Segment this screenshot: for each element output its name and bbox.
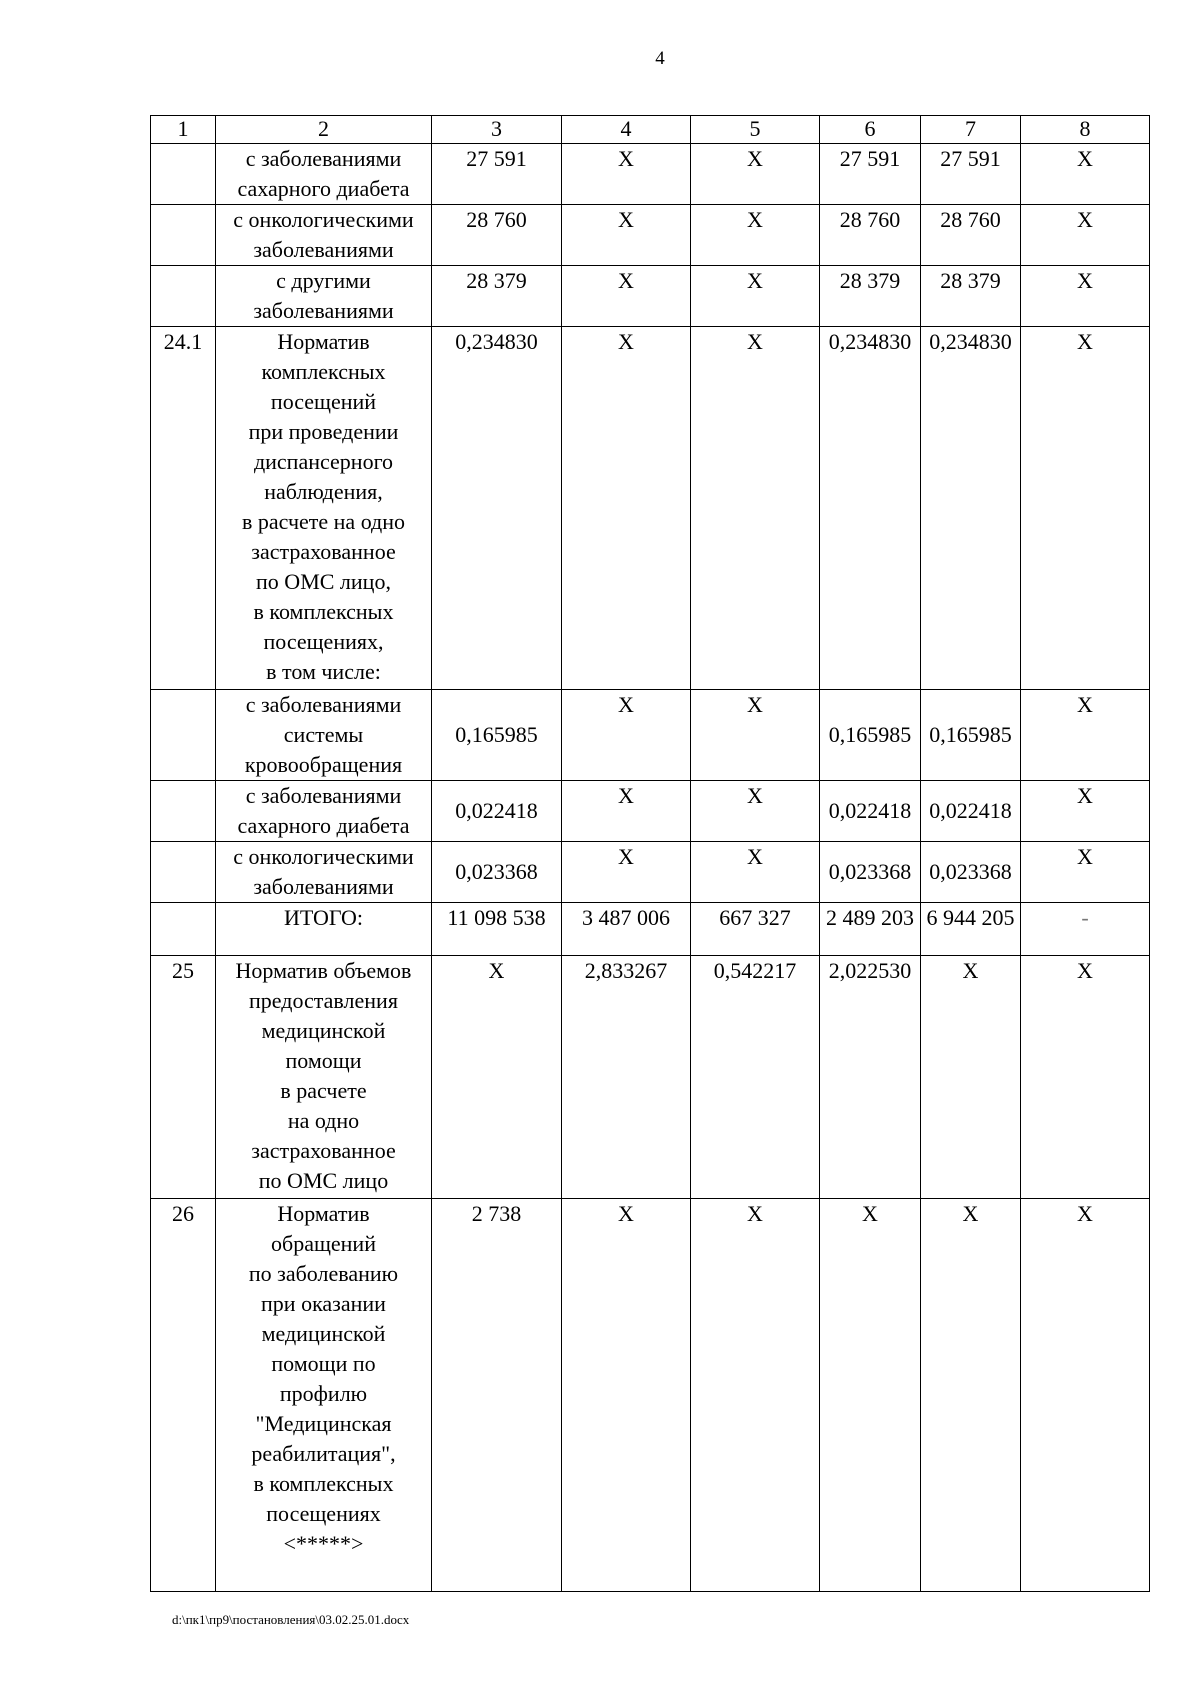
cell-c3: 0,234830: [432, 327, 562, 690]
cell-c5: Х: [691, 842, 820, 903]
cell-num: [151, 266, 216, 327]
table-row: [151, 781, 1150, 842]
cell-c4: Х: [562, 327, 691, 690]
description-line: сахарного диабета: [237, 176, 410, 201]
cell-c6: 0,022418: [820, 781, 921, 842]
cell-c6: 27 591: [820, 144, 921, 205]
cell-c7: 27 591: [921, 144, 1021, 205]
column-header-3: 3: [432, 116, 562, 144]
table-row: [151, 1199, 1150, 1592]
cell-c6: 2 489 203: [820, 903, 921, 956]
cell-c6: 2,022530: [820, 956, 921, 1199]
cell-c3: 2 738: [432, 1199, 562, 1592]
cell-c7: Х: [921, 1199, 1021, 1592]
cell-c5: Х: [691, 144, 820, 205]
table-row: [151, 266, 1150, 327]
cell-c6: 0,165985: [820, 690, 921, 781]
cell-c3: 27 591: [432, 144, 562, 205]
table-row: [151, 327, 1150, 690]
cell-c5: Х: [691, 781, 820, 842]
norms-table: [150, 115, 1150, 1592]
column-header-7: 7: [921, 116, 1021, 144]
description-line: заболеваниями: [253, 298, 394, 323]
cell-c6: 0,234830: [820, 327, 921, 690]
description-line: в расчете на одно: [241, 509, 406, 534]
description-line: реабилитация",: [251, 1441, 396, 1466]
cell-description: [216, 205, 432, 266]
table-row: [151, 903, 1150, 956]
cell-c3: 0,165985: [432, 690, 562, 781]
cell-c5: 667 327: [691, 903, 820, 956]
description-line: по ОМС лицо: [258, 1168, 389, 1193]
table-row: [151, 956, 1150, 1199]
cell-c8: Х: [1021, 144, 1150, 205]
cell-description: [216, 690, 432, 781]
description-line: с заболеваниями: [245, 146, 402, 171]
cell-c7: 6 944 205: [921, 903, 1021, 956]
cell-c3: 11 098 538: [432, 903, 562, 956]
description-line: на одно: [287, 1108, 360, 1133]
description-line: профилю: [279, 1381, 368, 1406]
cell-c3: 0,022418: [432, 781, 562, 842]
description-line: посещениях: [266, 1501, 381, 1526]
cell-description: [216, 327, 432, 690]
cell-c7: 28 379: [921, 266, 1021, 327]
cell-num: [151, 144, 216, 205]
description-line: комплексных: [261, 359, 386, 384]
description-line: предоставления: [249, 988, 398, 1013]
cell-c8: Х: [1021, 327, 1150, 690]
description-line: Норматив объемов: [235, 958, 412, 983]
description-line: в комплексных: [253, 599, 394, 624]
cell-c8: Х: [1021, 781, 1150, 842]
table-row: [151, 842, 1150, 903]
description-line: заболеваниями: [253, 874, 394, 899]
cell-c7: 0,023368: [921, 842, 1021, 903]
cell-num: [151, 903, 216, 956]
cell-description: [216, 144, 432, 205]
description-line: с онкологическими: [233, 844, 414, 869]
column-header-8: 8: [1021, 116, 1150, 144]
cell-num: [151, 690, 216, 781]
description-line: Норматив: [277, 1201, 370, 1226]
description-line: с онкологическими: [233, 207, 414, 232]
cell-c4: Х: [562, 781, 691, 842]
description-line: в том числе:: [266, 659, 381, 684]
table-row: [151, 144, 1150, 205]
cell-c4: 2,833267: [562, 956, 691, 1199]
cell-description: [216, 842, 432, 903]
cell-c7: 28 760: [921, 205, 1021, 266]
cell-c7: 0,165985: [921, 690, 1021, 781]
cell-c8: Х: [1021, 690, 1150, 781]
cell-c8: Х: [1021, 842, 1150, 903]
description-line: обращений: [271, 1231, 376, 1256]
cell-c6: 28 760: [820, 205, 921, 266]
cell-c4: Х: [562, 205, 691, 266]
cell-c7: 0,022418: [921, 781, 1021, 842]
description-line: помощи: [285, 1048, 362, 1073]
description-line: ИТОГО:: [283, 905, 364, 930]
cell-description: [216, 1199, 432, 1592]
cell-c3: 28 760: [432, 205, 562, 266]
description-line: застрахованное: [251, 539, 396, 564]
description-line: помощи по: [271, 1351, 376, 1376]
table-row: [151, 205, 1150, 266]
column-header-6: 6: [820, 116, 921, 144]
description-line: посещениях,: [263, 629, 384, 654]
cell-c6: 28 379: [820, 266, 921, 327]
description-line: по заболеванию: [248, 1261, 399, 1286]
cell-c8: Х: [1021, 205, 1150, 266]
column-header-4: 4: [562, 116, 691, 144]
file-path-footer: d:\пк1\пр9\постановления\03.02.25.01.docx: [172, 1612, 410, 1627]
table-body: [151, 144, 1150, 1592]
cell-num: [151, 205, 216, 266]
cell-num: 24.1: [151, 327, 216, 690]
description-line: медицинской: [261, 1018, 386, 1043]
cell-c4: Х: [562, 690, 691, 781]
description-line: в расчете: [280, 1078, 367, 1103]
cell-c4: 3 487 006: [562, 903, 691, 956]
cell-c6: 0,023368: [820, 842, 921, 903]
cell-c3: 0,023368: [432, 842, 562, 903]
description-line: системы: [283, 722, 364, 747]
cell-num: 26: [151, 1199, 216, 1592]
column-header-1: 1: [151, 116, 216, 144]
column-header-5: 5: [691, 116, 820, 144]
cell-c4: Х: [562, 266, 691, 327]
description-line: при оказании: [261, 1291, 386, 1316]
description-line: с заболеваниями: [245, 692, 402, 717]
description-line: сахарного диабета: [237, 813, 410, 838]
cell-c5: Х: [691, 1199, 820, 1592]
column-number-row: [151, 116, 1150, 144]
cell-num: 25: [151, 956, 216, 1199]
cell-c5: 0,542217: [691, 956, 820, 1199]
cell-c3: Х: [432, 956, 562, 1199]
cell-c8: Х: [1021, 1199, 1150, 1592]
cell-c7: Х: [921, 956, 1021, 1199]
cell-c4: Х: [562, 1199, 691, 1592]
cell-num: [151, 842, 216, 903]
description-line: в комплексных: [253, 1471, 394, 1496]
cell-description: [216, 781, 432, 842]
cell-description: [216, 956, 432, 1199]
description-line: по ОМС лицо,: [256, 569, 391, 594]
page-number: 4: [655, 48, 665, 69]
cell-c3: 28 379: [432, 266, 562, 327]
column-header-2: 2: [216, 116, 432, 144]
cell-c7: 0,234830: [921, 327, 1021, 690]
cell-c5: Х: [691, 690, 820, 781]
description-line: заболеваниями: [253, 237, 394, 262]
description-line: посещений: [270, 389, 377, 414]
cell-c5: Х: [691, 266, 820, 327]
table-row: [151, 690, 1150, 781]
description-line: наблюдения,: [264, 479, 383, 504]
cell-description: [216, 266, 432, 327]
cell-c4: Х: [562, 144, 691, 205]
description-line: при проведении: [248, 419, 399, 444]
description-line: с заболеваниями: [245, 783, 402, 808]
cell-c8: Х: [1021, 266, 1150, 327]
cell-c5: Х: [691, 327, 820, 690]
cell-c6: Х: [820, 1199, 921, 1592]
description-line: Норматив: [277, 329, 370, 354]
description-line: "Медицинская: [255, 1411, 392, 1436]
cell-c5: Х: [691, 205, 820, 266]
cell-c4: Х: [562, 842, 691, 903]
description-line: кровообращения: [244, 752, 403, 777]
cell-description: [216, 903, 432, 956]
description-line: медицинской: [261, 1321, 386, 1346]
description-line: диспансерного: [253, 449, 394, 474]
description-line: застрахованное: [251, 1138, 396, 1163]
cell-c8: -: [1021, 903, 1150, 956]
description-line: <*****>: [283, 1531, 364, 1556]
cell-num: [151, 781, 216, 842]
cell-c8: Х: [1021, 956, 1150, 1199]
description-line: с другими: [276, 268, 371, 293]
